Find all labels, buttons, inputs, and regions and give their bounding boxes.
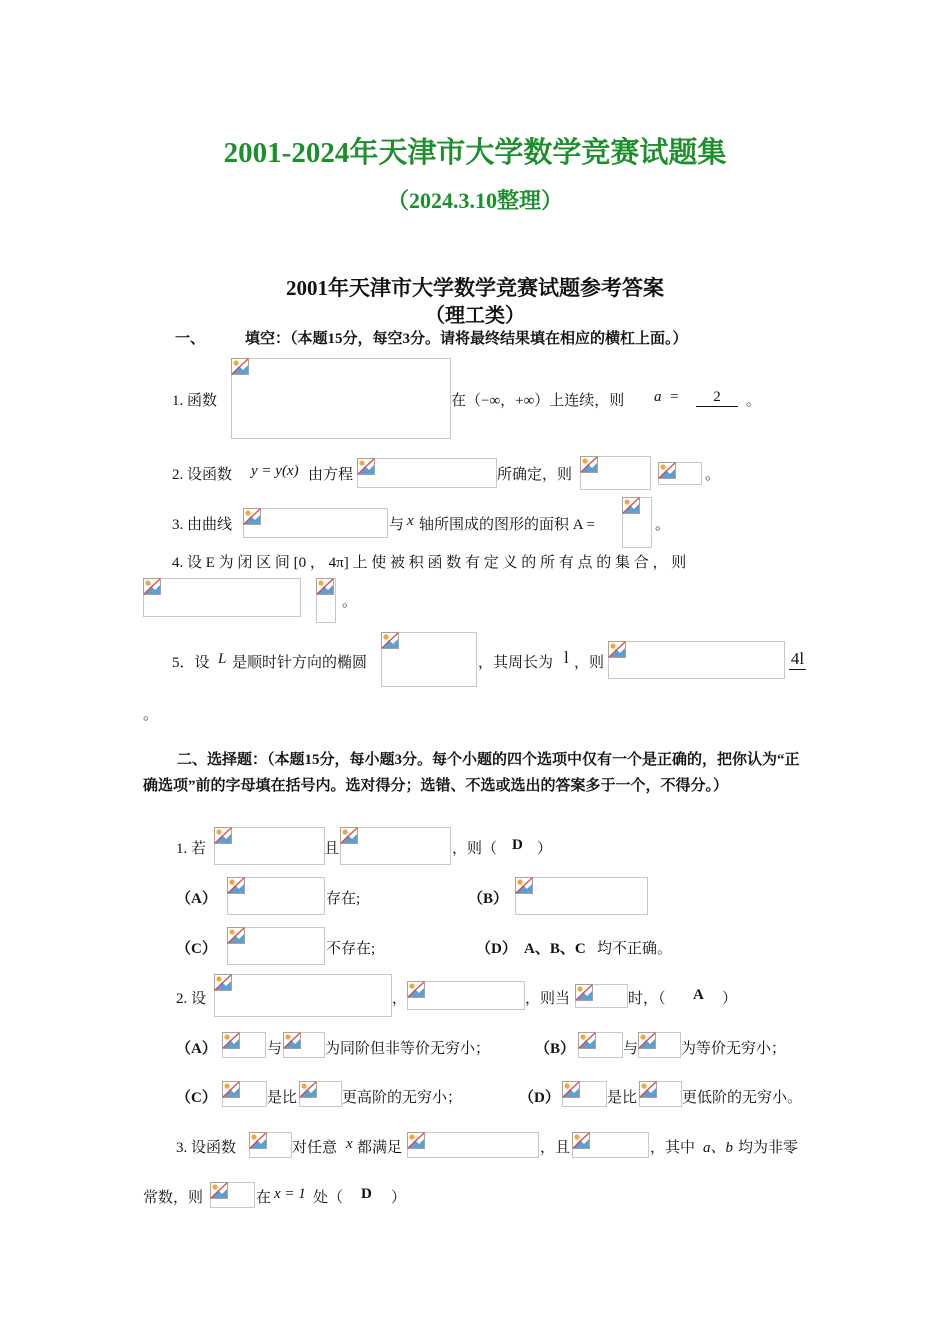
broken-image-icon — [407, 981, 425, 998]
broken-image-icon — [143, 578, 161, 595]
formula-image — [658, 462, 702, 485]
formula-image — [227, 927, 325, 965]
broken-image-icon — [381, 632, 399, 649]
s2-q2-d-text: 更低阶的无穷小。 — [682, 1090, 803, 1106]
formula-image — [299, 1081, 342, 1107]
s1-q1-end: 。 — [746, 393, 762, 409]
broken-image-icon — [299, 1081, 317, 1098]
formula-image — [357, 458, 497, 488]
s2-q3-close: ） — [391, 1190, 407, 1206]
broken-image-icon — [316, 578, 334, 595]
collection-title: 2001-2024年天津市大学数学竞赛试题集 — [223, 137, 727, 169]
broken-image-icon — [572, 1132, 590, 1149]
broken-image-icon — [638, 1032, 656, 1049]
formula-image — [515, 877, 648, 915]
s2-q2-close: ） — [722, 991, 738, 1007]
section1-number: 一、 — [175, 331, 206, 347]
formula-image — [381, 632, 477, 687]
s2-q1-answer: D — [512, 837, 523, 853]
s2-q2-c-mid: 是比 — [267, 1090, 298, 1106]
broken-image-icon — [227, 927, 245, 944]
s1-q2-expr: y = y(x) — [251, 463, 299, 479]
formula-image — [580, 456, 651, 490]
broken-image-icon — [222, 1081, 240, 1098]
broken-image-icon — [283, 1032, 301, 1049]
formula-image — [638, 1032, 681, 1058]
s2-q2-b-label: （B） — [535, 1041, 576, 1057]
s1-q1-answer: 2 — [696, 389, 738, 407]
s2-q3-answer: D — [361, 1186, 372, 1202]
s2-q1-a-label: （A） — [176, 891, 217, 907]
s1-q2-end: 。 — [705, 467, 721, 483]
s2-q2-comma: ， — [392, 991, 408, 1007]
broken-image-icon — [562, 1081, 580, 1098]
paper-title: 2001年天津市大学数学竞赛试题参考答案 — [286, 276, 664, 300]
broken-image-icon — [658, 462, 676, 479]
broken-image-icon — [622, 497, 640, 514]
broken-image-icon — [243, 508, 261, 525]
broken-image-icon — [639, 1081, 657, 1098]
broken-image-icon — [231, 358, 249, 375]
s1-q1-post: 在（−∞，+∞）上连续，则 — [451, 393, 625, 409]
s2-q3-comma: ，且 — [540, 1140, 571, 1156]
formula-image — [214, 974, 392, 1017]
formula-image — [227, 877, 325, 915]
s2-q1-a-text: 存在; — [326, 891, 361, 907]
formula-image — [622, 497, 652, 548]
s1-q3-pre: 3. 由曲线 — [172, 517, 233, 533]
broken-image-icon — [249, 1132, 267, 1149]
broken-image-icon — [222, 1032, 240, 1049]
s1-q1-pre: 1. 函数 — [172, 393, 218, 409]
s1-q5-post2: ，则 — [574, 655, 605, 671]
s2-q3-pre: 3. 设函数 — [176, 1140, 237, 1156]
s2-q2-c-text: 更高阶的无穷小； — [342, 1090, 463, 1106]
s1-q3-post2: 轴所围成的图形的面积 A = — [419, 517, 595, 533]
broken-image-icon — [214, 827, 232, 844]
broken-image-icon — [407, 1132, 425, 1149]
s1-q5-var: L — [218, 651, 227, 667]
s1-q3-end: 。 — [655, 517, 671, 533]
s2-q2-post2: 时，（ — [628, 991, 666, 1007]
s2-q3-post2: 均为非零 — [738, 1140, 799, 1156]
formula-image — [562, 1081, 607, 1107]
s2-q2-pre: 2. 设 — [176, 991, 207, 1007]
s1-q1-eq: = — [670, 389, 679, 405]
s2-q3-mid2: 都满足 — [357, 1140, 403, 1156]
s2-q2-b-mid: 与 — [623, 1041, 639, 1057]
s1-q2-pre: 2. 设函数 — [172, 467, 233, 483]
s2-q1-c-label: （C） — [176, 941, 217, 957]
broken-image-icon — [340, 827, 358, 844]
s1-q5-pre: 5．设 — [172, 655, 210, 671]
s1-q5-answer: 4l — [790, 649, 805, 668]
s2-q3-point: x = 1 — [274, 1186, 306, 1202]
s2-q1-close: ） — [537, 841, 553, 857]
formula-image — [608, 641, 785, 679]
broken-image-icon — [210, 1182, 228, 1199]
formula-image — [231, 358, 451, 439]
s2-q2-a-text: 为同阶但非等价无穷小； — [325, 1041, 491, 1057]
formula-image — [340, 827, 451, 865]
s1-q5-mid: ，其周长为 — [478, 655, 554, 671]
broken-image-icon — [515, 877, 533, 894]
s2-q1-mid: 且 — [324, 841, 340, 857]
s2-q3-post: ，其中 — [650, 1140, 696, 1156]
formula-image — [249, 1132, 292, 1158]
s2-q2-b-text: 为等价无穷小； — [681, 1041, 787, 1057]
section1-heading: 填空：（本题15分，每空3分。请将最终结果填在相应的横杠上面。） — [245, 331, 688, 347]
s2-q2-a-label: （A） — [176, 1041, 217, 1057]
s1-q1-var: a — [654, 389, 662, 405]
s2-q1-c-text: 不存在; — [326, 941, 376, 957]
formula-image — [639, 1081, 682, 1107]
s2-q1-pre: 1. 若 — [176, 841, 207, 857]
formula-image — [283, 1032, 325, 1058]
formula-image — [143, 578, 301, 617]
formula-image — [578, 1032, 623, 1058]
formula-image — [407, 1132, 539, 1158]
s2-q2-post: ，则当 — [525, 991, 571, 1007]
broken-image-icon — [608, 641, 626, 658]
paper-category: （理工类） — [425, 305, 525, 327]
broken-image-icon — [575, 984, 593, 1001]
formula-image — [572, 1132, 649, 1158]
s2-q2-d-label: （D） — [519, 1090, 560, 1106]
s2-q3-var: x — [346, 1136, 353, 1152]
s1-q4-line: 4. 设 E 为 闭 区 间 [0 ， 4π] 上 使 被 积 函 数 有 定 义 的 所 有 点 的 集 合 ， 则 — [172, 555, 687, 571]
s2-q3-mid: 对任意 — [292, 1140, 338, 1156]
s2-q3-vars: a、b — [703, 1140, 734, 1156]
s2-q2-a-mid: 与 — [267, 1041, 283, 1057]
broken-image-icon — [214, 974, 232, 991]
formula-image — [575, 984, 628, 1008]
formula-image — [214, 827, 325, 865]
broken-image-icon — [357, 458, 375, 475]
s2-q3-line2-post: 在 — [256, 1190, 272, 1206]
s2-q1-d-label: （D） — [476, 941, 517, 957]
s2-q2-d-mid: 是比 — [607, 1090, 638, 1106]
broken-image-icon — [580, 456, 598, 473]
s2-q3-line2-pre: 常数，则 — [143, 1190, 204, 1206]
section2-heading: 二、选择题：（本题15分，每小题3分。每个小题的四个选项中仅有一个是正确的，把你认为“正确选项”前的字母填在括号内。选对得分；选错、不选或选出的答案多于一个，不得分。） — [143, 752, 800, 794]
formula-image — [407, 981, 525, 1010]
s1-q5-end: 。 — [143, 707, 159, 723]
formula-image — [222, 1032, 266, 1058]
s2-q1-b-label: （B） — [468, 891, 509, 907]
s1-q4-end: 。 — [342, 594, 358, 610]
collection-subtitle: （2024.3.10整理） — [386, 188, 563, 213]
s2-q2-answer: A — [693, 987, 704, 1003]
s2-q2-c-label: （C） — [176, 1090, 217, 1106]
broken-image-icon — [227, 877, 245, 894]
formula-image — [222, 1081, 267, 1107]
s1-q5-post: 是顺时针方向的椭圆 — [232, 655, 368, 671]
formula-image — [316, 578, 336, 623]
s2-q1-post: ，则（ — [452, 841, 498, 857]
s2-q1-d-text2: 均不正确。 — [597, 941, 673, 957]
s1-q2-post: 所确定，则 — [497, 467, 573, 483]
formula-image — [210, 1182, 255, 1208]
s2-q3-line2-post2: 处（ — [313, 1190, 344, 1206]
s1-q5-l: l — [564, 648, 569, 667]
s1-q3-var: x — [407, 513, 414, 529]
s1-q3-post: 与 — [389, 517, 405, 533]
formula-image — [243, 508, 388, 538]
s2-q1-d-text: A、B、C — [524, 941, 586, 957]
broken-image-icon — [578, 1032, 596, 1049]
s1-q2-mid: 由方程 — [308, 467, 354, 483]
